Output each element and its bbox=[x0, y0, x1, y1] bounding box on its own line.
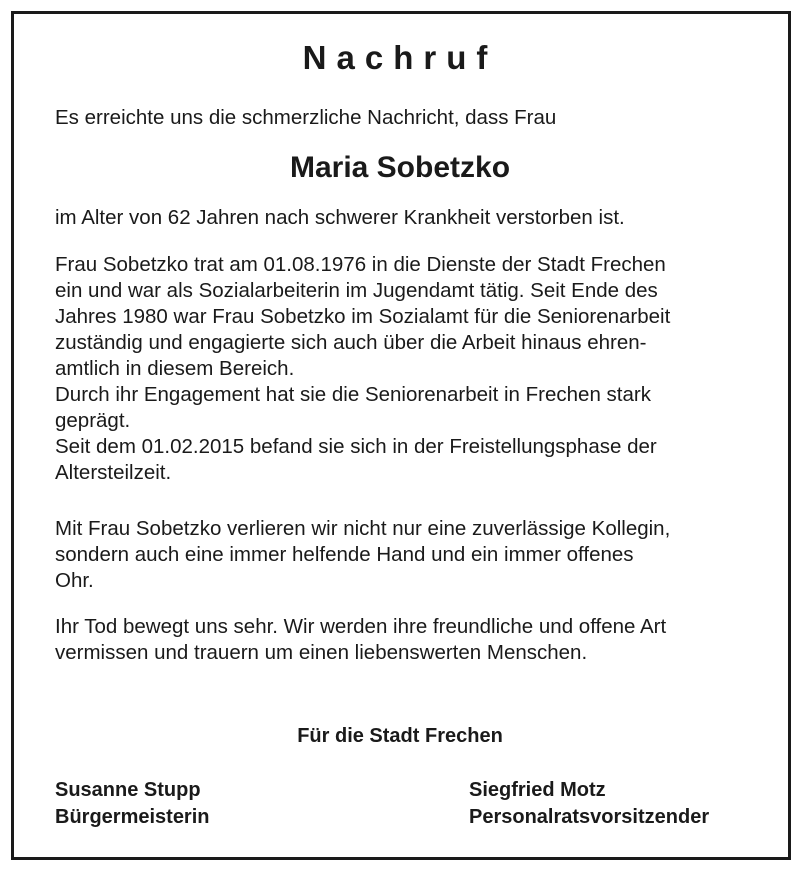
age-text: im Alter von 62 Jahren nach schwerer Krankheit verstorben ist. bbox=[55, 206, 625, 229]
signatory-right bbox=[469, 777, 709, 831]
deceased-name: Maria Sobetzko bbox=[289, 151, 511, 184]
loss-text: Mit Frau Sobetzko verlieren wir nicht nur eine zuverlässige Kollegin, sondern auch eine immer helfende Hand und ein immer offenes Ohr. bbox=[55, 517, 671, 592]
signatory-left bbox=[55, 777, 210, 831]
intro-text: Es erreichte uns die schmerzliche Nachricht, dass Frau bbox=[55, 106, 557, 129]
organization-line: Für die Stadt Frechen bbox=[297, 725, 503, 747]
signatory-role: Bürgermeisterin bbox=[55, 806, 210, 828]
notice-title: Nachruf bbox=[302, 39, 498, 76]
signatory-role: Personalratsvorsitzender bbox=[469, 806, 710, 828]
biography-text: Frau Sobetzko trat am 01.08.1976 in die Dienste der Stadt Frechen ein und war als Sozialarbeiterin im Jugendamt tätig. Seit Ende des Jahres 1980 war Frau Sobetzko im Sozialamt für die Seniorenarbeit zuständig und engagierte sich auch über die Arbeit hinaus ehren- amtlich in diesem Bereich. Durch ihr Engagement hat sie die Seniorenarbeit in Frechen stark geprägt. Seit dem 01.02.2015 befand sie sich in der Freistellungsphase der Altersteilzeit. bbox=[55, 253, 671, 484]
signatory-name: Susanne Stupp bbox=[55, 779, 201, 801]
closing-text: Ihr Tod bewegt uns sehr. Wir werden ihre freundliche und offene Art vermissen und trauern um einen liebenswerten Menschen. bbox=[55, 615, 667, 664]
signatory-name: Siegfried Motz bbox=[469, 779, 606, 801]
